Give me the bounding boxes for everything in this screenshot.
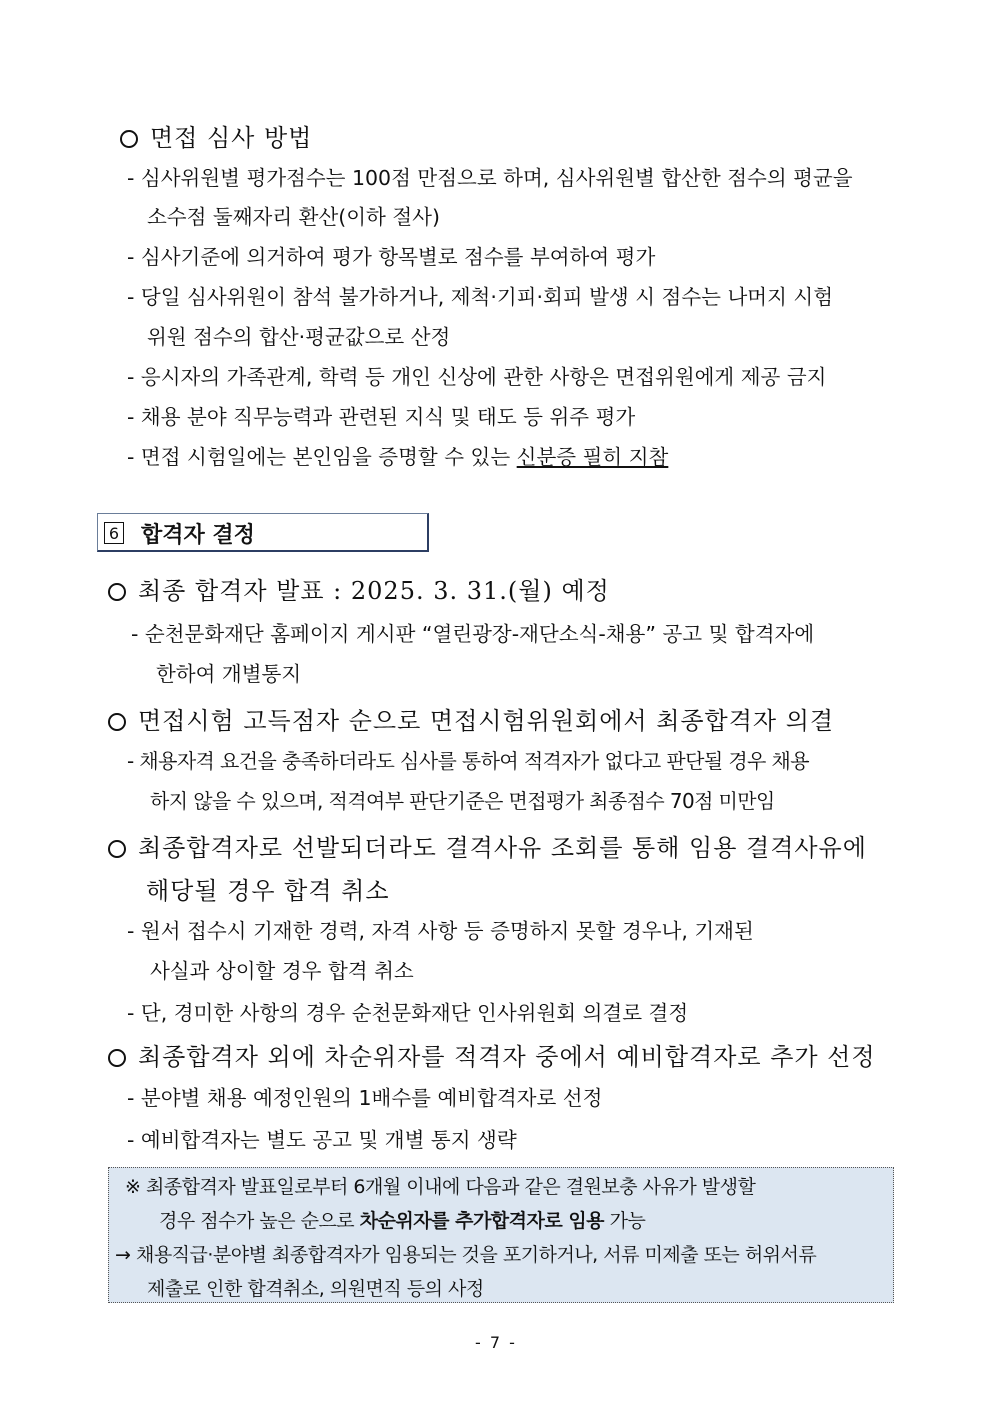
interview-line-7: - 채용 분야 직무능력과 관련된 지식 및 태도 등 위주 평가: [127, 405, 636, 429]
decision-heading: 면접시험 고득점자 순으로 면접시험위원회에서 최종합격자 의결: [108, 701, 834, 736]
note-line-2: 경우 점수가 높은 순으로 차순위자를 추가합격자로 임용 가능: [159, 1210, 646, 1232]
decision-line-1: - 채용자격 요건을 충족하더라도 심사를 통하여 적격자가 없다고 판단될 경우 채용: [127, 749, 809, 773]
interview-heading: 면접 심사 방법: [120, 118, 312, 153]
section-title: 합격자 결정: [141, 523, 255, 548]
cancel-heading-2: 해당될 경우 합격 취소: [146, 877, 390, 905]
note-emphasis: 차순위자를 추가합격자로 임용: [359, 1210, 605, 1232]
reserve-heading: 최종합격자 외에 차순위자를 적격자 중에서 예비합격자로 추가 선정: [108, 1037, 876, 1072]
interview-line-4: - 당일 심사위원이 참석 불가하거나, 제척·기피·회피 발생 시 점수는 나머지 시험: [127, 285, 834, 309]
announce-heading: 최종 합격자 발표 : 2025. 3. 31.(월) 예정: [108, 571, 610, 606]
cancel-heading-1: 최종합격자로 선발되더라도 결격사유 조회를 통해 임용 결격사유에: [108, 828, 867, 863]
interview-line-3: - 심사기준에 의거하여 평가 항목별로 점수를 부여하여 평가: [127, 245, 656, 269]
note-box: [108, 1167, 894, 1303]
cancel-line-3: - 단, 경미한 사항의 경우 순천문화재단 인사위원회 의결로 결정: [127, 1001, 689, 1025]
id-notice-prefix: - 면접 시험일에는 본인임을 증명할 수 있는: [127, 445, 517, 469]
cancel-line-1: - 원서 접수시 기재한 경력, 자격 사항 등 증명하지 못할 경우나, 기재된: [127, 919, 754, 943]
interview-line-6: - 응시자의 가족관계, 학력 등 개인 신상에 관한 사항은 면접위원에게 제공 금지: [127, 365, 827, 389]
id-card-required: 신분증 필히 지참: [516, 445, 669, 469]
circle-bullet-icon: [108, 1049, 126, 1067]
interview-line-2: 소수점 둘째자리 환산(이하 절사): [147, 205, 440, 229]
interview-line-1: - 심사위원별 평가점수는 100점 만점으로 하며, 심사위원별 합산한 점수의 평균을: [127, 166, 853, 190]
note-line-1: ※ 최종합격자 발표일로부터 6개월 이내에 다음과 같은 결원보충 사유가 발생할: [125, 1176, 756, 1198]
interview-line-8: [127, 440, 668, 470]
decision-line-2: 하지 않을 수 있으며, 적격여부 판단기준은 면접평가 최종점수 70점 미만임: [150, 789, 775, 813]
circle-bullet-icon: [108, 840, 126, 858]
section-header-box: [97, 513, 429, 552]
interview-line-5: 위원 점수의 합산·평균값으로 산정: [147, 325, 451, 349]
circle-bullet-icon: [108, 713, 126, 731]
note-line-4: 제출로 인한 합격취소, 의원면직 등의 사정: [147, 1278, 484, 1300]
page-number: - 7 -: [475, 1333, 517, 1352]
circle-bullet-icon: [108, 583, 126, 601]
note-line-3: → 채용직급·분야별 최종합격자가 임용되는 것을 포기하거나, 서류 미제출 또는 허위서류: [115, 1244, 817, 1266]
announce-line-2: 한하여 개별통지: [156, 662, 302, 686]
announce-line-1: - 순천문화재단 홈페이지 게시판 “열린광장-재단소식-채용” 공고 및 합격자에: [131, 622, 815, 646]
circle-bullet-icon: [120, 130, 138, 148]
cancel-line-2: 사실과 상이할 경우 합격 취소: [150, 959, 414, 983]
reserve-line-2: - 예비합격자는 별도 공고 및 개별 통지 생략: [127, 1128, 517, 1152]
section-number: 6: [104, 522, 124, 544]
reserve-line-1: - 분야별 채용 예정인원의 1배수를 예비합격자로 선정: [127, 1086, 603, 1110]
